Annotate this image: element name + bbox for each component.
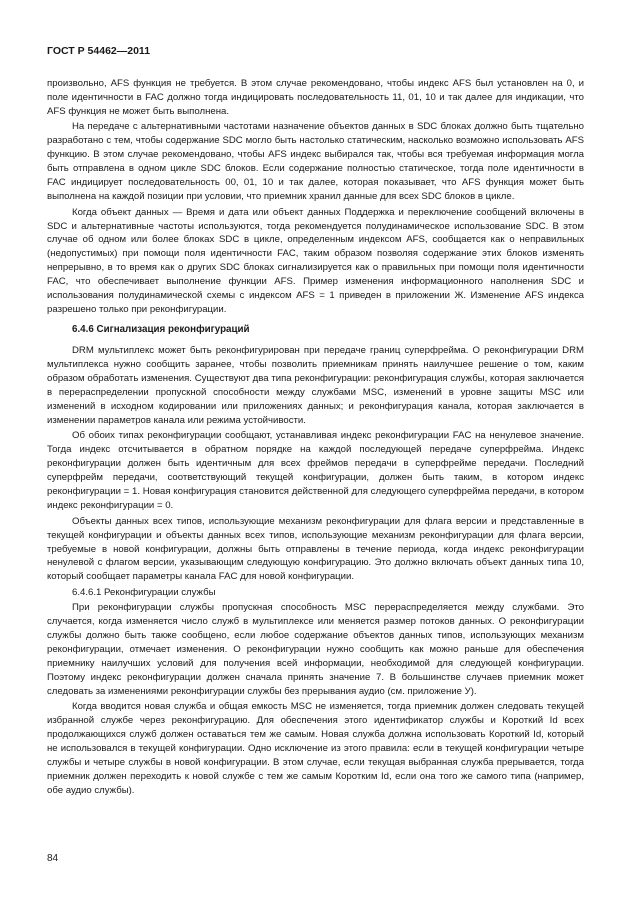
paragraph-semidynamic-sdc: Когда объект данных — Время и дата или объект данных Поддержка и переключение сообщений включены в SDC и альтернативные частоты используются, тогда рекомендуется полудинамическое использование SDC. В этом случае об одном или более блоках SDC в цикле, определенным индексом AFS, сообщается как о неправильных (недопустимых) при помощи поля идентичности FAC, таким образом позволяя содержание этих блоков изменять непрерывно, в то время как о других SDC блоках сигнализируется как о правильных при помощи поля идентичности FAC, что обеспечивает выполнение функции AFS. Пример изменения информационного наполнения SDC и использования полудинамической схемы с индексом AFS = 1 приведен в приложении Ж. Изменение AFS индекса разрешено только при реконфигурации. (47, 206, 584, 316)
document-body (47, 77, 584, 800)
paragraph-alternative-frequencies: На передаче с альтернативными частотами назначение объектов данных в SDC блоках должно быть тщательно разработано с тем, чтобы содержание SDC могло быть настолько статическим, насколько возможно использовать AFS функцию. В этом случае рекомендовано, чтобы AFS индекс выбирался так, чтобы вся требуемая информация могла быть отправлена в одном цикле SDC блоков. Если содержание полностью статическое, тогда поле идентичности в FAC индицирует последовательность 00, 01, 10 и так далее, которая показывает, что AFS функция может быть выполнена на каждой позиции при условии, что приемник хранил данные для всех SDC блоков в цикле. (47, 121, 584, 203)
document-header: ГОСТ Р 54462—2011 (47, 45, 151, 57)
paragraph-reconfiguration-index: Об обоих типах реконфигурации сообщают, устанавливая индекс реконфигурации FAC на ненулевое значение. Тогда индекс отсчитывается в обратном порядке на каждой последующей передаче суперфрейма. Индекс реконфигурации должен быть идентичным для всех фреймов передачи в суперфрейме передачи. Последний суперфрейм передачи, соответствующий текущей конфигурации, должен быть таким, в котором индекс реконфигурации = 1. Новая конфигурация становится действенной для следующего суперфрейма передачи, в котором индекс реконфигурации = 0. (47, 430, 584, 512)
paragraph-afs-not-required: произвольно, AFS функция не требуется. В этом случае рекомендовано, чтобы индекс AFS был установлен на 0, и поле идентичности в FAC должно тогда индицировать последовательность 11, 01, 10 и так далее для индикации, что AFS функция не может быть выполнена. (47, 78, 584, 117)
paragraph-new-service-short-id: Когда вводится новая служба и общая емкость MSC не изменяется, тогда приемник должен следовать текущей избранной службе через реконфигурацию. Для обеспечения этого идентификатор службы и Короткий Id всех продолжающихся служб должен оставаться тем же самым. Новая служба должна использовать Короткий Id, который не использовался в текущей конфигурации. Одно исключение из этого правила: если в текущей конфигурации четыре службы и четыре службы в новой конфигурации. В этом случае, если текущая выбранная служба прерывается, тогда приемник должен переходить к новой службе с тем же самым Коротким Id, если она того же самого типа (например, обе аудио службы). (47, 701, 584, 797)
paragraph-service-reconfiguration: При реконфигурации службы пропускная способность MSC перераспределяется между службами. Это случается, когда изменяется число служб в мультиплексе или меняется размер потоков данных. О реконфигурации службы должно быть также сообщено, если любое содержание объектов данных типов, использующих механизм реконфигурации, отмечает изменения. О реконфигурации нужно сообщить как можно раньше для обеспечения приемнику наилучших условий для получения всей информации, необходимой для следующей конфигурации. Поэтому индекс реконфигурации должен сначала принять значение 7. В большинстве случаев приемник может следовать за изменениями реконфигурации службы без прерывания аудио (см. приложение У). (47, 602, 584, 698)
page-number: 84 (47, 853, 59, 864)
paragraph-drm-multiplex-reconfiguration: DRM мультиплекс может быть реконфигурирован при передаче границ суперфрейма. О реконфигурации DRM мультиплекса нужно сообщить заранее, чтобы позволить приемникам принять наилучшее решение о том, каким образом обработать изменения. Существуют два типа реконфигурации: реконфигурация службы, которая заключается в перераспределении пропускной способности между службами MSC, изменений в уровне защиты MSC или изменений в исходном кодировании или приложениях данных; и реконфигурация канала, которая заключается в изменении параметров канала или режима устойчивости. (47, 345, 584, 426)
subsection-heading-service-reconfiguration: 6.4.6.1 Реконфигурации службы (72, 586, 216, 598)
section-heading-reconfiguration-signalling: 6.4.6 Сигнализация реконфигураций (72, 324, 250, 336)
paragraph-data-entities-version-flag: Объекты данных всех типов, использующие механизм реконфигурации для флага версии и представленные в текущей конфигурации и объекты данных всех типов, использующие механизм реконфигурации для флага версии, требуемые в новой конфигурации, должны быть отправлены в течение периода, когда индекс реконфигурации ненулевой с флагом версии, указывающим следующую конфигурацию. Это должно включать объект данных типа 10, который сообщает параметры канала FAC для новой конфигурации. (47, 515, 584, 583)
